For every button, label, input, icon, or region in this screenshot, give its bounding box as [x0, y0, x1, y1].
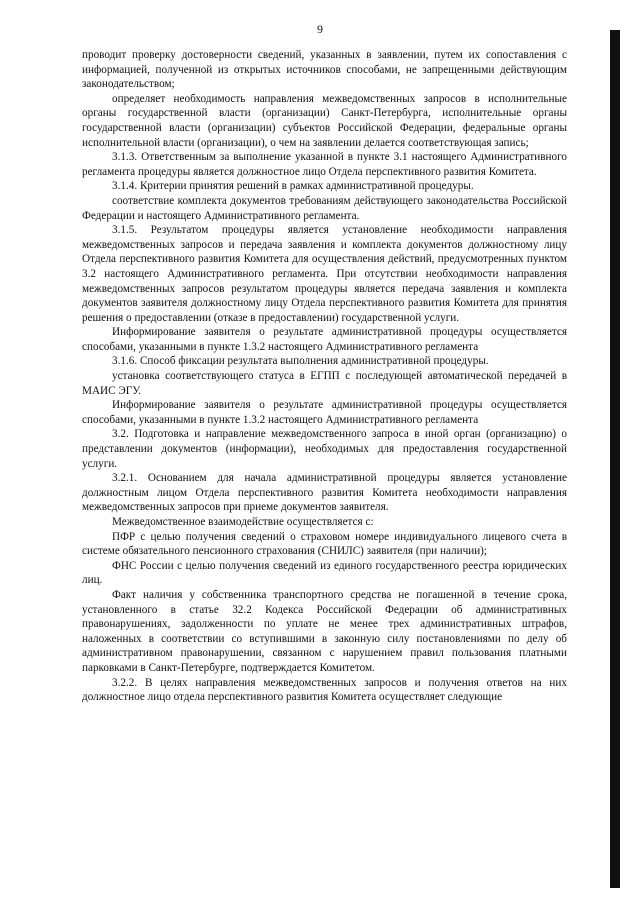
paragraph: определяет необходимость направления межведомственных запросов в исполнительные органы государственной власти (организации) Санкт-Петербурга, исполнительные органы государственной власти (организации) субъектов Российской Федерации, федеральные органы исполнительной власти (организации), о чем на заявлении делается соответствующая запись; [82, 92, 567, 149]
paragraph: 3.1.3. Ответственным за выполнение указанной в пункте 3.1 настоящего Административного регламента процедуры является должностное лицо Отдела перспективного развития Комитета. [82, 151, 567, 178]
paragraph: Информирование заявителя о результате административной процедуры осуществляется способами, указанными в пункте 1.3.2 настоящего Административного регламента [82, 326, 567, 353]
paragraph: проводит проверку достоверности сведений, указанных в заявлении, путем их сопоставления с информацией, полученной из открытых источников способами, не запрещенными действующим законодательством; [82, 49, 567, 91]
paragraph: 3.1.4. Критерии принятия решений в рамках административной процедуры. [112, 180, 474, 193]
paragraph: 3.1.6. Способ фиксации результата выполнения административной процедуры. [112, 355, 489, 368]
paragraph: установка соответствующего статуса в ЕГПП с последующей автоматической передачей в МАИС ЭГУ. [82, 370, 567, 397]
paragraph: ФНС России с целью получения сведений из единого государственного реестра юридических лиц. [82, 559, 567, 587]
paragraph: 3.1.5. Результатом процедуры является установление необходимости направления межведомственных запросов и передача заявления и комплекта документов должностному лицу Отдела перспективного развития Комитета для осуществления действий, предусмотренных пунктом 3.2 настоящего Административного регламента. При отсутствии необходимости направления межведомственных запросов результатом процедуры является передача заявления и комплекта документов заявителя должностному лицу Отдела перспективного развития Комитета для принятия решения о предоставлении (отказе в предоставлении) государственной услуги. [82, 224, 567, 324]
paragraph: ПФР с целью получения сведений о страховом номере индивидуального лицевого счета в системе обязательного пенсионного страхования (СНИЛС) заявителя (при наличии); [82, 530, 567, 558]
paragraph: Информирование заявителя о результате административной процедуры осуществляется способами, указанными в пункте 1.3.2 настоящего Административного регламента [82, 399, 567, 426]
paragraph: 3.2.2. В целях направления межведомственных запросов и получения ответов на них должностное лицо отдела перспективного развития Комитета осуществляет следующие [82, 676, 567, 704]
paragraph: соответствие комплекта документов требованиям действующего законодательства Российской Федерации и настоящего Административного регламента. [82, 194, 567, 222]
paragraph: 3.2. Подготовка и направление межведомственного запроса в иной орган (организацию) о представлении документов (информации), необходимых для предоставления государственной услуги. [82, 428, 567, 470]
paragraph: Факт наличия у собственника транспортного средства не погашенной в течение срока, установленного в статье 32.2 Кодекса Российской Федерации об административных правонарушениях, задолженности по уплате не менее трех административных штрафов, наложенных в соответствии со вступившими в законную силу постановлениями по делу об административном правонарушении, связанном с нарушением правил пользования платными парковками в Санкт-Петербурге, подтверждается Комитетом. [82, 588, 567, 674]
document-body [82, 48, 567, 705]
paragraph: 3.2.1. Основанием для начала административной процедуры является установление должностным лицом Отдела перспективного развития Комитета необходимости направления межведомственных запросов при приеме документов заявителя. [82, 472, 567, 514]
paragraph: Межведомственное взаимодействие осуществляется с: [112, 516, 374, 528]
page-number: 9 [317, 22, 323, 36]
scan-edge-bar [610, 30, 620, 888]
